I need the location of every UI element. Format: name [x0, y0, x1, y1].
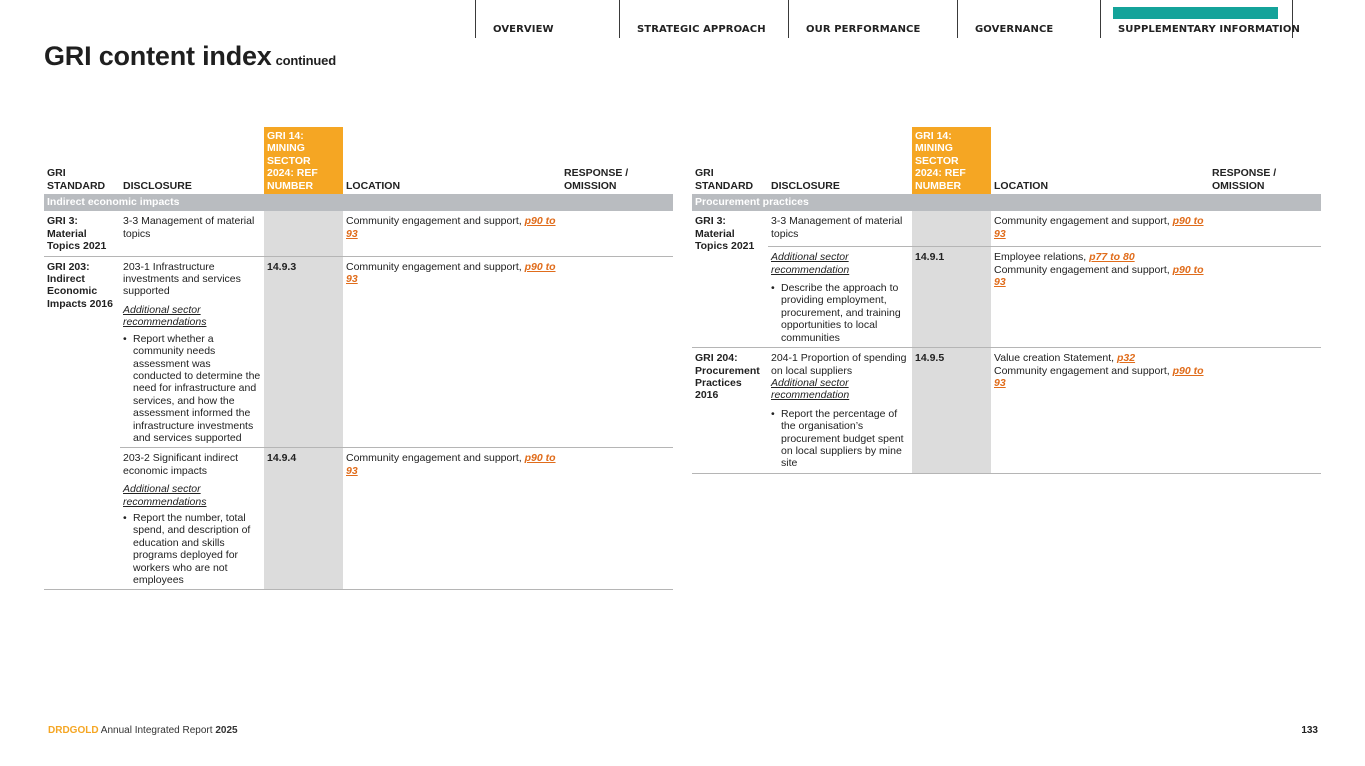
response-cell: [561, 448, 673, 590]
nav-tab-label: STRATEGIC APPROACH: [637, 24, 766, 35]
bullet-text: Describe the approach to providing employment, procurement, and training opportunities to local communities: [781, 282, 901, 344]
response-cell: [1209, 348, 1321, 474]
bullet-text: Report whether a community needs assessment was conducted to determine the need for infrastructure and services, and how the assessment informed the infrastructure investments and services supported: [133, 332, 261, 444]
nav-tab-governance[interactable]: [957, 0, 1100, 38]
page-number: 133: [1301, 725, 1318, 736]
nav-tab-label: SUPPLEMENTARY INFORMATION: [1118, 24, 1300, 35]
table-row: [692, 247, 1321, 348]
ref-cell: [912, 211, 991, 246]
disclosure-cell: [120, 256, 264, 448]
table-header-row: [692, 127, 1321, 194]
location-text: Community engagement and support,: [994, 215, 1170, 228]
disclosure-text: 204-1 Proportion of spending on local suppliers: [771, 352, 907, 377]
response-cell: [1209, 211, 1321, 246]
footer-report-name: [48, 725, 238, 736]
disclosure-cell: [768, 348, 912, 474]
ref-cell: 14.9.3: [264, 256, 343, 448]
list-item: [771, 408, 909, 470]
location-text: Community engagement and support,: [346, 260, 522, 273]
nav-tab-supplementary-information[interactable]: [1100, 0, 1300, 38]
location-cell: [991, 247, 1209, 348]
footer-report: Annual Integrated Report: [100, 725, 213, 736]
location-cell: [991, 211, 1209, 246]
section-title: Indirect economic impacts: [44, 194, 673, 211]
sector-recommendation-note: Additional sector recommendation: [771, 376, 850, 402]
sector-recommendation-note: Additional sector recommendations: [123, 303, 207, 329]
header-disclosure: DISCLOSURE: [771, 179, 840, 192]
page-link[interactable]: p90 to 93: [346, 260, 556, 286]
table-header-row: [44, 127, 673, 194]
standard-cell: GRI 3: Material Topics 2021: [44, 211, 120, 256]
location-text: Community engagement and support,: [994, 263, 1170, 276]
location-text: Employee relations,: [994, 251, 1087, 264]
header-ref-number: GRI 14: MINING SECTOR 2024: REF NUMBER: [264, 127, 343, 194]
location-text: Value creation Statement,: [994, 352, 1115, 365]
top-navigation: [475, 0, 1300, 38]
section-title: Procurement practices: [692, 194, 1321, 211]
bullet-icon: •: [771, 407, 775, 420]
footer-brand: DRDGOLD: [48, 725, 99, 736]
nav-tab-label: GOVERNANCE: [975, 24, 1054, 35]
sector-recommendation-note: Additional sector recommendation: [771, 251, 850, 276]
list-item: [771, 282, 909, 344]
gri-table-indirect-economic-impacts: [44, 127, 673, 590]
active-tab-indicator: [1113, 7, 1278, 19]
page-link[interactable]: p90 to 93: [994, 215, 1204, 240]
bullet-text: Report the percentage of the organisation’s procurement budget spent on local suppliers by mine site: [781, 407, 904, 470]
disclosure-text: 203-2 Significant indirect economic impacts: [123, 452, 238, 477]
response-cell: [561, 256, 673, 448]
response-cell: [561, 211, 673, 256]
bullet-icon: •: [771, 282, 775, 295]
page-link[interactable]: p32: [1116, 352, 1136, 365]
page-title-suffix: continued: [275, 53, 336, 68]
standard-cell: GRI 203: Indirect Economic Impacts 2016: [44, 256, 120, 590]
page-title: [44, 41, 336, 72]
table-row: [692, 211, 1321, 246]
page-title-text: GRI content index: [44, 41, 272, 71]
ref-cell: [264, 211, 343, 256]
header-location: LOCATION: [994, 179, 1049, 192]
page-link[interactable]: p90 to 93: [994, 263, 1204, 289]
response-cell: [1209, 247, 1321, 348]
list-item: [123, 333, 261, 445]
disclosure-cell: [768, 247, 912, 348]
ref-cell: 14.9.1: [912, 247, 991, 348]
header-disclosure: DISCLOSURE: [123, 179, 192, 192]
page-link[interactable]: p90 to 93: [346, 452, 556, 477]
list-item: [123, 512, 261, 586]
ref-cell: 14.9.4: [264, 448, 343, 590]
header-standard: GRI STANDARD: [695, 167, 754, 192]
header-ref-number: GRI 14: MINING SECTOR 2024: REF NUMBER: [912, 127, 991, 194]
bullet-icon: •: [123, 332, 127, 345]
header-response: RESPONSE / OMISSION: [564, 167, 629, 192]
location-text: Community engagement and support,: [346, 452, 522, 465]
page-link[interactable]: p90 to 93: [346, 215, 556, 240]
footer-year: 2025: [215, 725, 238, 736]
location-cell: [343, 256, 561, 448]
header-response: RESPONSE / OMISSION: [1212, 167, 1277, 192]
location-text: Community engagement and support,: [346, 215, 522, 228]
location-cell: [991, 348, 1209, 474]
standard-cell: GRI 204: Procurement Practices 2016: [692, 348, 768, 474]
bullet-text: Report the number, total spend, and description of education and skills programs deployed for workers who are not employees: [133, 511, 251, 586]
table-row: [44, 256, 673, 448]
page-link[interactable]: p90 to 93: [994, 364, 1204, 389]
nav-tab-overview[interactable]: [475, 0, 619, 38]
header-standard: GRI STANDARD: [47, 167, 106, 192]
location-text: Community engagement and support,: [994, 364, 1170, 377]
section-row: [692, 194, 1321, 211]
nav-tab-strategic-approach[interactable]: [619, 0, 788, 38]
page-link[interactable]: p77 to 80: [1089, 251, 1135, 264]
standard-cell: GRI 3: Material Topics 2021: [692, 211, 768, 347]
disclosure-cell: 3-3 Management of material topics: [120, 211, 264, 256]
sector-recommendation-note: Additional sector recommendations: [123, 483, 207, 508]
location-cell: [343, 211, 561, 256]
table-row: [692, 348, 1321, 474]
disclosure-cell: 3-3 Management of material topics: [768, 211, 912, 246]
nav-tab-our-performance[interactable]: [788, 0, 957, 38]
table-row: [44, 448, 673, 590]
ref-cell: 14.9.5: [912, 348, 991, 474]
disclosure-text: 203-1 Infrastructure investments and services supported: [123, 260, 241, 298]
table-row: [44, 211, 673, 256]
gri-table-procurement-practices: [692, 127, 1321, 474]
nav-tab-label: OVERVIEW: [493, 24, 554, 35]
nav-tab-label: OUR PERFORMANCE: [806, 24, 921, 35]
header-location: LOCATION: [346, 179, 401, 192]
disclosure-cell: [120, 448, 264, 590]
section-row: [44, 194, 673, 211]
location-cell: [343, 448, 561, 590]
bullet-icon: •: [123, 511, 127, 524]
